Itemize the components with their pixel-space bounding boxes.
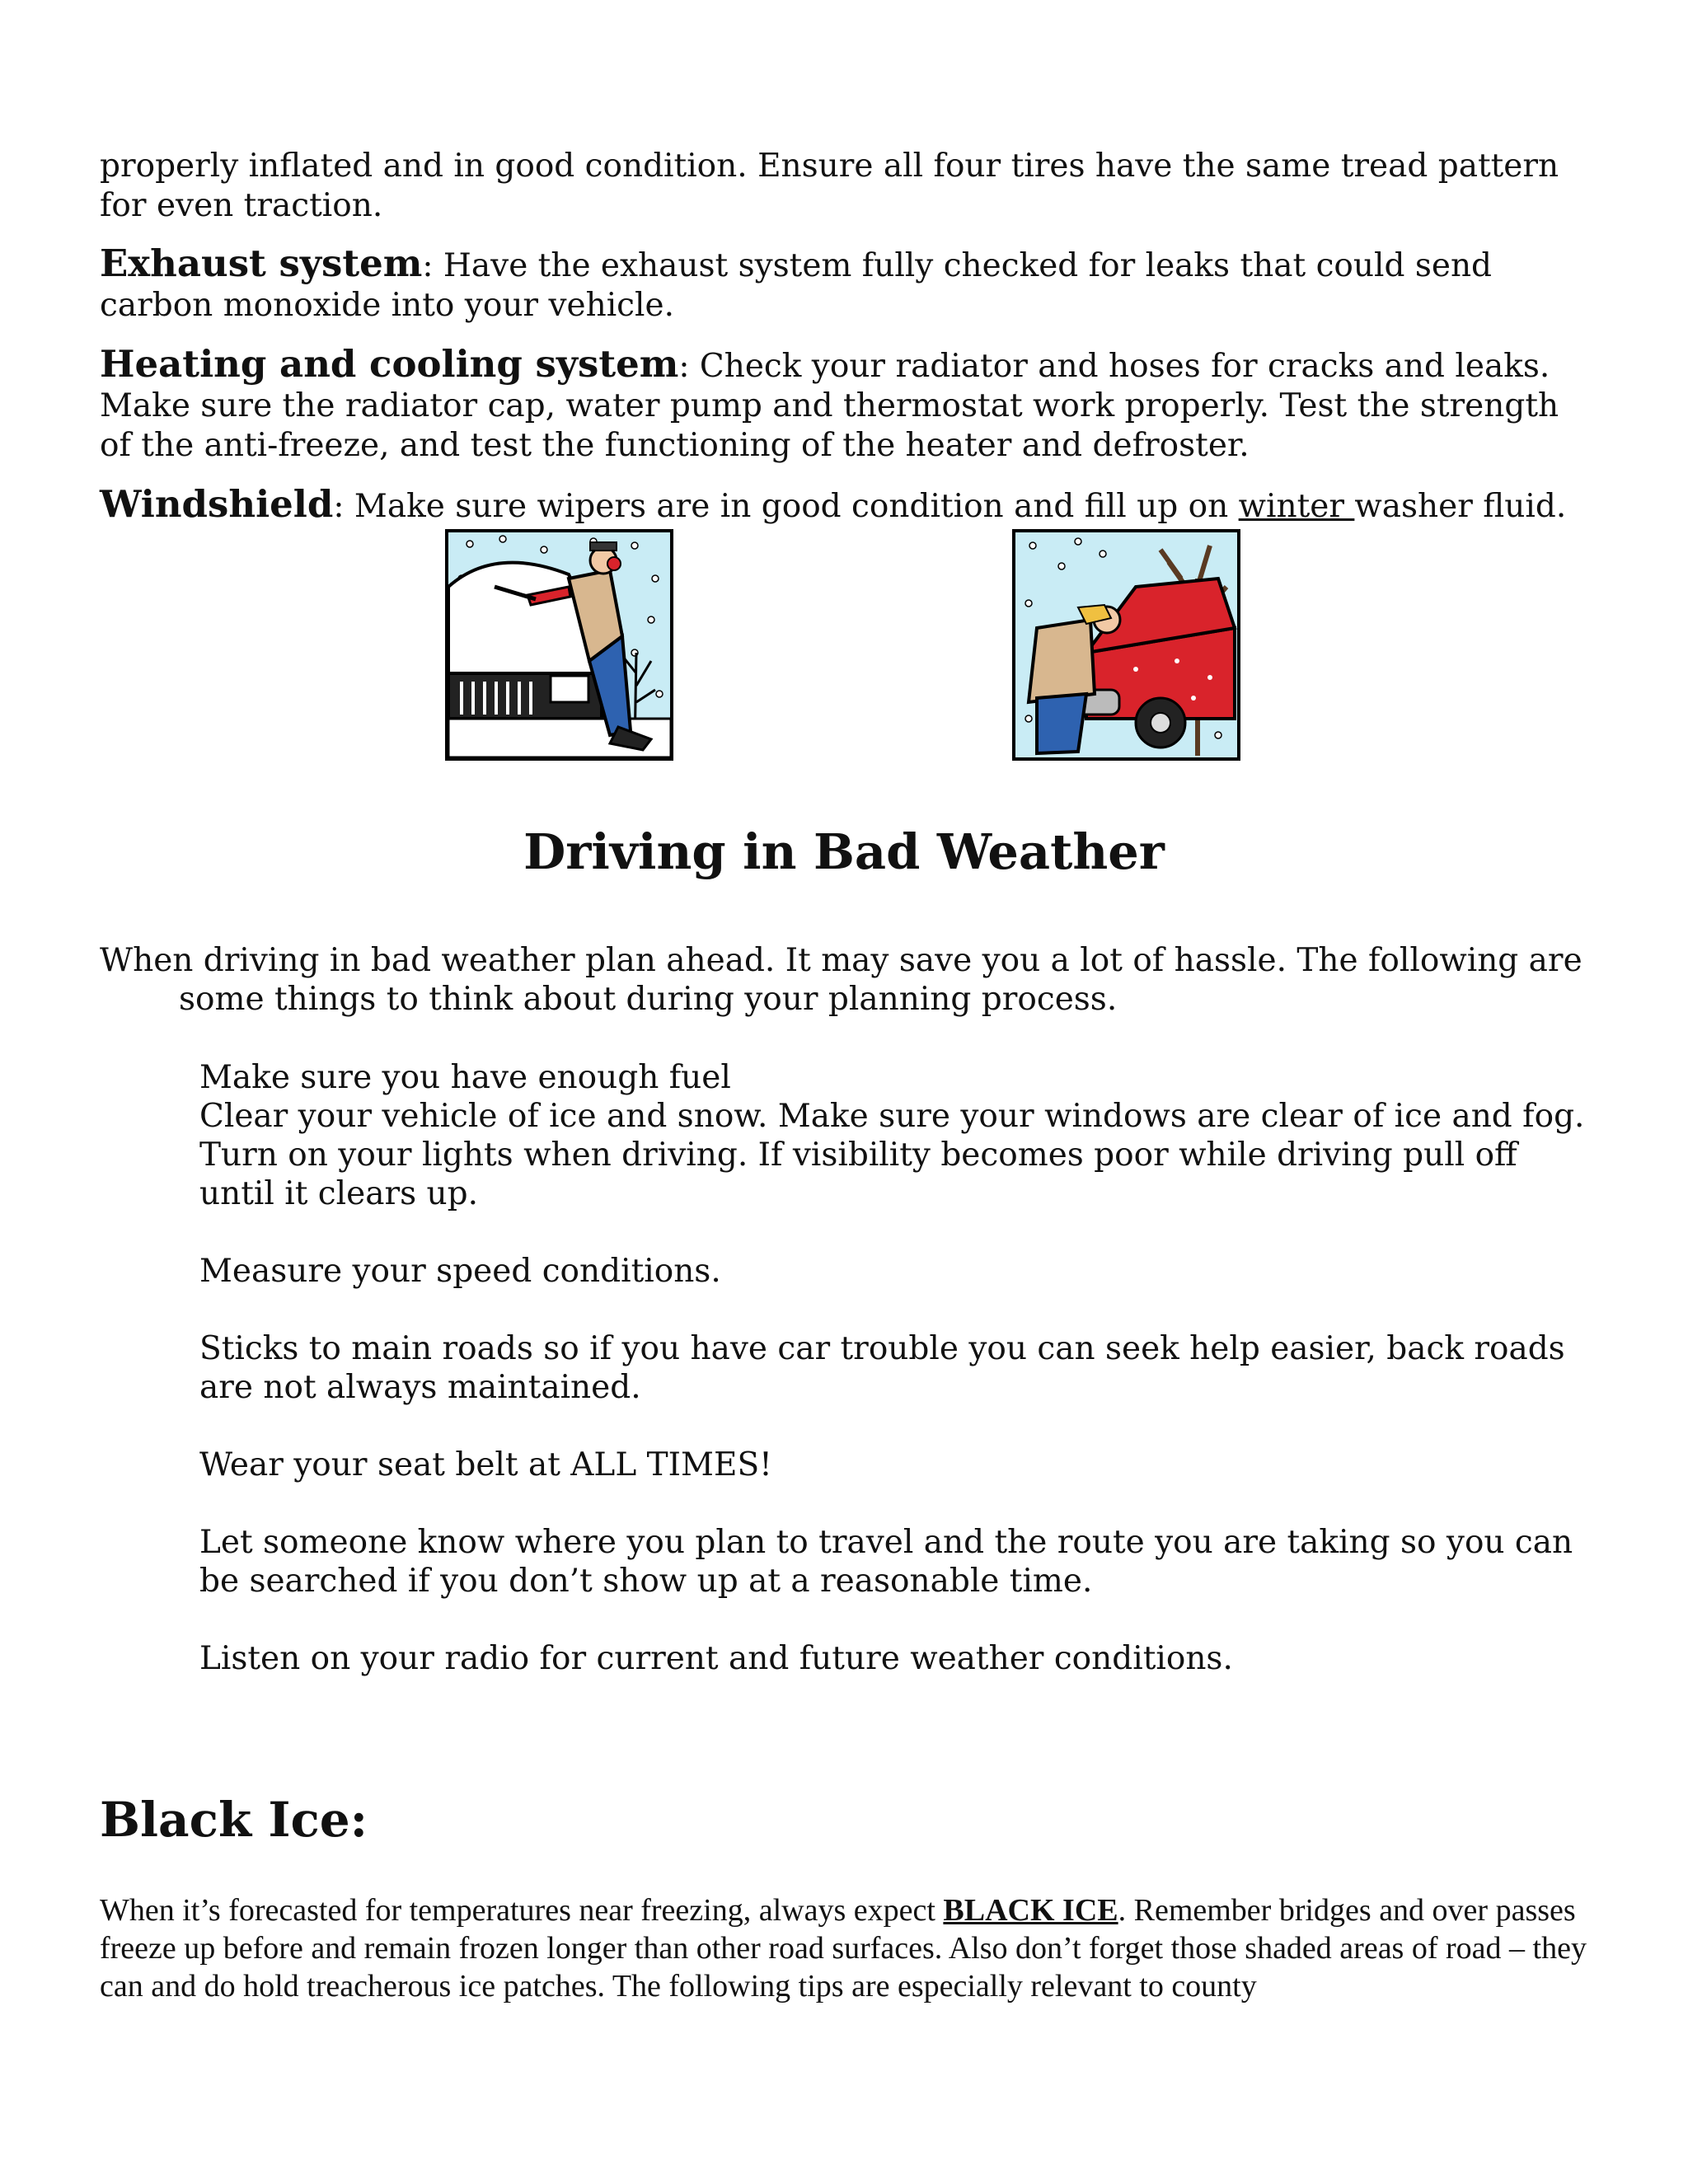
heating-text: : Check your radiator and hoses for cracks and leaks. Make sure the radiator cap, water pump and thermostat work properly. Test the strength of the anti-freeze, and test the functioning of the heater and defroster. [100,348,1559,464]
tires-text: properly inflated and in good condition. Ensure all four tires have the same tread pattern for even traction. [100,148,1559,224]
windshield-text-after: washer fluid. [1354,488,1567,525]
black-ice-text-after: . Remember bridges and over passes freeze up before and remain frozen longer than other road surfaces. Also don’t forget those shaded areas of road – they can and do hold treacherous ice patches. The following tips are especially relevant to county [100,1893,1587,2004]
heating-paragraph [100,344,1592,466]
list-item [100,1446,1600,1484]
black-ice-text-before: When it’s forecasted for temperatures near freezing, always expect [100,1893,944,1928]
windshield-label: Windshield [100,482,334,526]
tip-text: Wear your seat belt at ALL TIMES! [199,1446,772,1483]
tip-text: Let someone know where you plan to travel and the route you are taking so you can be searched if you don’t show up at a reasonable time. [199,1524,1573,1600]
tip-text: Listen on your radio for current and future weather conditions. [199,1640,1233,1677]
list-item [100,1252,1600,1291]
list-item [100,1639,1600,1678]
list-item [100,1097,1600,1213]
tip-text: Sticks to main roads so if you have car trouble you can seek help easier, back roads are not always maintained. [199,1330,1565,1406]
windshield-paragraph [100,482,1592,527]
intro-line-2: some things to think about during your planning process. [179,981,1118,1018]
tip-text: Measure your speed conditions. [199,1253,721,1290]
tip-text: Clear your vehicle of ice and snow. Make sure your windows are clear of ice and fog. Turn on your lights when driving. If visibility becomes poor while driving pull off until it clears up. [199,1098,1585,1212]
list-item [100,1523,1600,1601]
driving-intro [100,941,1600,1019]
exhaust-text: : Have the exhaust system fully checked for leaks that could send carbon monoxide into your vehicle. [100,247,1493,324]
car-hood-clipart [1012,529,1240,761]
exhaust-paragraph [100,241,1592,326]
list-item [100,1058,1600,1097]
black-ice-heading: Black Ice: [100,1792,368,1848]
exhaust-label: Exhaust system [100,241,423,285]
driving-title: Driving in Bad Weather [523,823,1165,880]
snow-scraping-clipart [445,529,673,761]
list-item [100,1329,1600,1407]
intro-line-1: When driving in bad weather plan ahead. It may save you a lot of hassle. The following are [100,942,1582,979]
tires-paragraph [100,147,1592,226]
heating-label: Heating and cooling system [100,342,679,386]
windshield-text-before: : Make sure wipers are in good condition and fill up on [333,488,1239,525]
black-ice-emphasis: BLACK ICE [943,1893,1118,1928]
black-ice-paragraph [100,1891,1600,2005]
driving-tips-list [100,1058,1600,1678]
winter-underlined: winter [1238,488,1355,525]
tip-text: Make sure you have enough fuel [199,1059,731,1096]
